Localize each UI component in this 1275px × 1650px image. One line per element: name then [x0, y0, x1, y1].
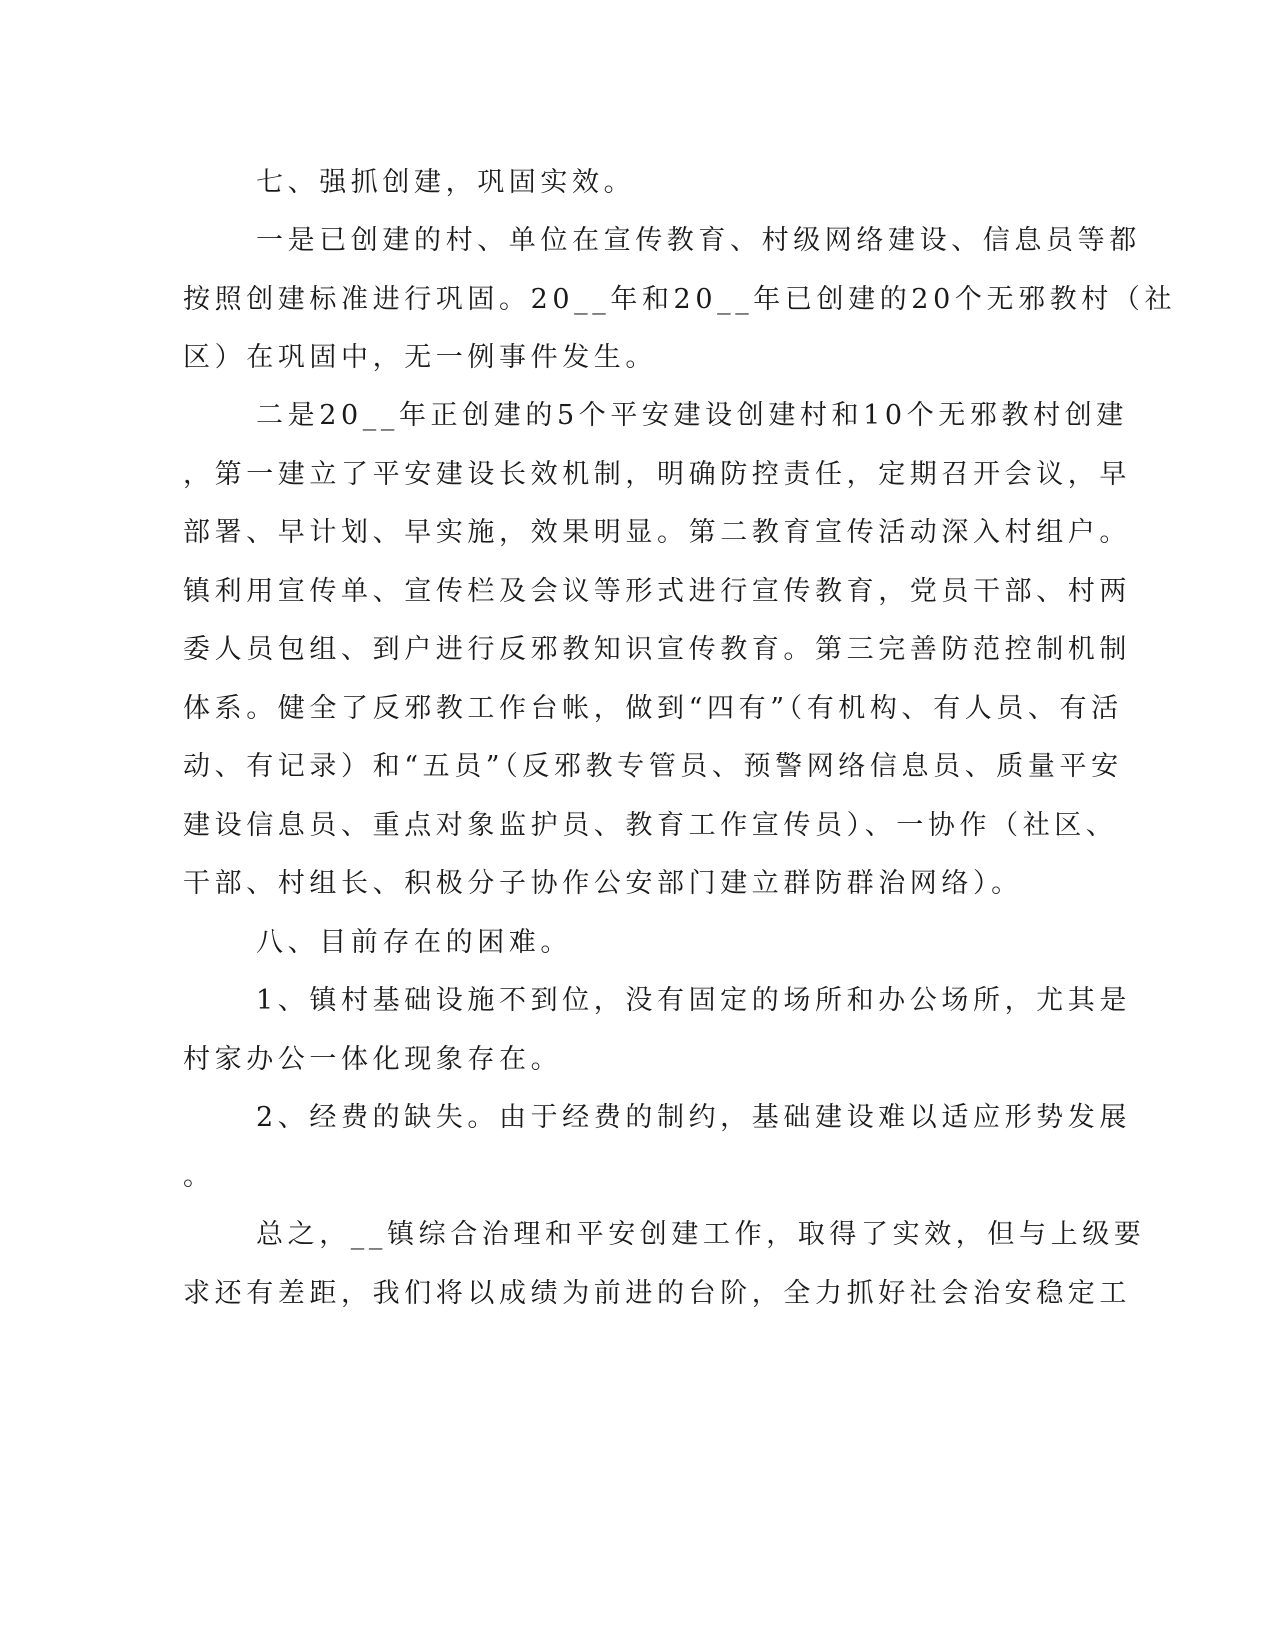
paragraph-line: 委人员包组、到户进行反邪教知识宣传教育。第三完善防范控制机制 [183, 634, 1131, 665]
paragraph-line: 一是已创建的村、单位在宣传教育、村级网络建设、信息员等都 [256, 225, 1141, 256]
paragraph-line: 总之，__镇综合治理和平安创建工作，取得了实效，但与上级要 [256, 1219, 1146, 1250]
paragraph-line: 村家办公一体化现象存在。 [183, 1044, 563, 1075]
paragraph-line: 按照创建标准进行巩固。20__年和20__年已创建的20个无邪教村（社 [183, 284, 1177, 315]
paragraph-line: 2、经费的缺失。由于经费的制约，基础建设难以适应形势发展 [256, 1102, 1131, 1133]
paragraph-line: 动、有记录）和“五员”（反邪教专管员、预警网络信息员、质量平安 [183, 751, 1123, 782]
heading-eight: 八、目前存在的困难。 [256, 927, 572, 958]
paragraph-line: 二是20__年正创建的5个平安建设创建村和10个无邪教村创建 [256, 400, 1128, 431]
paragraph-line: 求还有差距，我们将以成绩为前进的台阶，全力抓好社会治安稳定工 [183, 1278, 1131, 1309]
paragraph-line: ，第一建立了平安建设长效机制，明确防控责任，定期召开会议，早 [183, 459, 1131, 490]
paragraph-line: 区）在巩固中，无一例事件发生。 [183, 342, 657, 373]
heading-seven: 七、强抓创建，巩固实效。 [256, 167, 636, 198]
paragraph-line: 部署、早计划、早实施，效果明显。第二教育宣传活动深入村组户。 [183, 517, 1131, 548]
paragraph-line: 建设信息员、重点对象监护员、教育工作宣传员）、一协作（社区、 [183, 810, 1118, 841]
paragraph-line: 1、镇村基础设施不到位，没有固定的场所和办公场所，尤其是 [256, 985, 1131, 1016]
paragraph-line: 镇利用宣传单、宣传栏及会议等形式进行宣传教育，党员干部、村两 [183, 576, 1131, 607]
paragraph-line: 体系。健全了反邪教工作台帐，做到“四有”（有机构、有人员、有活 [183, 693, 1123, 724]
paragraph-line: 。 [183, 1161, 215, 1192]
paragraph-line: 干部、村组长、积极分子协作公安部门建立群防群治网络）。 [183, 868, 1023, 899]
